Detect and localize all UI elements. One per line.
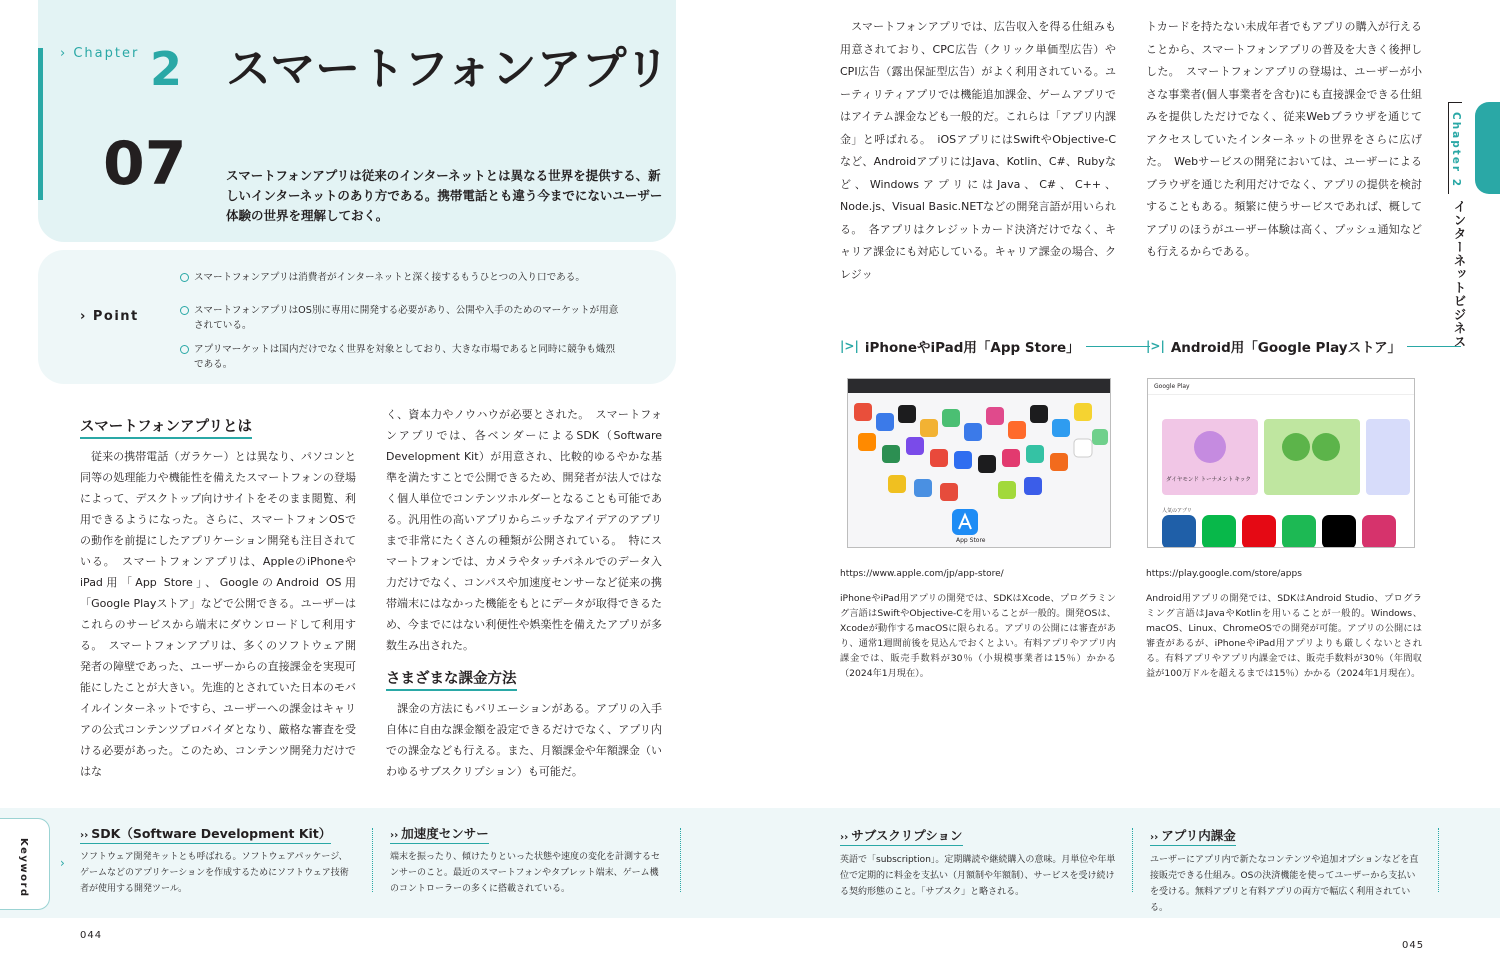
popular-apps-label: 人気のアプリ (1162, 508, 1192, 514)
body-column: トカードを持たない未成年者でもアプリの購入が行えることから、スマートフォンアプリの普及を大きく後押しした。 スマートフォンアプリの登場は、ユーザーが小さな事業者(個人事業者を含む)にも直接課金できる仕組みを提供しただけでなく、従来Webブラウザを通じてアクセスしていたインターネットの世界をさらに広げた。 Webサービスの開発においては、ユーザーによるブラウザを通じた利用だけでなく、アプリの提供を検討することもある。頻繁に使うサービスであれば、概してアプリのほうがユーザー体験は高く、プッシュ通知なども行えるからである。 (1146, 20, 1422, 258)
keyword-marker-icon: ›› (80, 830, 89, 841)
title-rule (1086, 346, 1150, 347)
point-label: › Point (80, 309, 139, 324)
figure-caption: Android用アプリの開発では、SDKはAndroid Studio、プログラミング言語はJavaやKotlinを用いることが一般的。Windows、macOS、Linux、ChromeOSでの開発が可能。アプリの公開には審査があるが、iPhoneやiPad用アプリよりも厳しくないとされる。有料アプリやアプリ内課金では、販売手数料が30％（年間収益が100万ドルを超えるまでは15％）かかる（2024年1月現在）。 (1146, 593, 1422, 679)
keyword-title (390, 824, 489, 844)
body-column: 従来の携帯電話（ガラケー）とは異なり、パソコンと同等の処理能力や機能性を備えたスマートフォンの登場によって、デスクトップ向けサイトをそのまま閲覧、利用できるようになった。さらに、スマートフォンOSでの動作を前提にしたアプリケーション開発も注目されている。 スマートフォンアプリは、AppleのiPhoneやiPad用「App Store」、GoogleのAndroid OS用「Google Playストア」などで公開できる。ユーザーはこれらのサービスから端末にダウンロードして利用する。 スマートフォンアプリは、多くのソフトウェア開発者の障壁であった、ユーザーからの直接課金を実現可能にしたことが大きい。先進的とされていた日本のモバイルインターネットですら、ユーザーへの課金はキャリアの公式コンテンツプロバイダとなり、厳格な審査を受ける必要があった。このため、コンテンツ開発力だけではな (80, 450, 356, 778)
keyword-marker-icon: ›› (390, 830, 399, 841)
body-column: 課金の方法にもバリエーションがある。アプリの入手自体に自由な課金額を設定できるだけでなく、アプリ内での課金なども行える。また、月額課金や年額課金（いわゆるサブスクリプション）も可能だ。 (386, 702, 662, 778)
featured-card-label: ダイヤモンド トーナメント キック (1166, 477, 1251, 483)
play-store-illustration (1148, 395, 1415, 548)
figure-url[interactable]: https://play.google.com/store/apps (1146, 569, 1302, 579)
figure-caption: iPhoneやiPad用アプリの開発では、SDKはXcode、プログラミング言語はSwiftやObjective-Cを用いることが一般的。開発OSは、Xcodeが動作するmacOSに限られる。アプリの公開には審査があり、通常1週間前後を見込んでおくとよい。有料アプリやアプリ内課金では、販売手数料が30％（小規模事業者は15％）かかる（2024年1月現在）。 (840, 593, 1116, 679)
browser-bar (848, 379, 1110, 393)
keyword-arrow-icon: › (60, 856, 65, 870)
figure-url[interactable]: https://www.apple.com/jp/app-store/ (840, 569, 1004, 579)
keyword-title-text: アプリ内課金 (1161, 828, 1236, 843)
keyword-title-text: 加速度センサー (401, 826, 489, 841)
chapter-label: › Chapter (60, 46, 140, 61)
figure-title-text: iPhoneやiPad用「App Store」 (864, 340, 1080, 356)
point-item: アプリマーケットは国内だけでなく世界を対象としており、大きな市場であると同時に競争も熾烈である。 (180, 342, 620, 372)
keyword-text: ソフトウェア開発キットとも呼ばれる。ソフトウェアパッケージ、ゲームなどのアプリケーションを作成するためにソフトウェア技術者が使用する開発ツール。 (80, 852, 349, 894)
side-chapter-label: Chapter 2 (1450, 112, 1462, 189)
keyword-title (80, 824, 331, 844)
point-item: スマートフォンアプリはOS別に専用に開発する必要があり、公開や入手のためのマーケットが用意されている。 (180, 303, 620, 333)
keyword-text: 英語で「subscription」。定期購読や継続購入の意味。月単位や年単位で定期的に料金を支払い（月額制や年額制）、サービスを受け続ける契約形態のこと。「サブスク」と略される。 (840, 855, 1116, 897)
play-mark-icon: |>| (840, 339, 859, 353)
section-heading: さまざまな課金方法 (386, 667, 517, 691)
page-number-right: 045 (1402, 940, 1425, 951)
app-store-label: App Store (956, 537, 986, 544)
keyword-title-text: サブスクリプション (851, 828, 963, 843)
page-number-left: 044 (80, 930, 103, 941)
keyword-marker-icon: ›› (840, 832, 849, 843)
keyword-title-text: SDK（Software Development Kit） (91, 826, 332, 841)
body-column: スマートフォンアプリでは、広告収入を得る仕組みも用意されており、CPC広告（クリック単価型広告）やCPI広告（露出保証型広告）がよく利用されている。ユーティリティアプリでは機能追加課金、ゲームアプリではアイテム課金なども一般的だ。これらは「アプリ内課金」と呼ばれる。 iOSアプリにはSwiftやObjective-Cなど、AndroidアプリにはJava、Kotlin、C#、Rubyなど、WindowsアプリにはJava、C#、C++、Node.js、Visual Basic.NETなどの開発言語が用いられる。 各アプリはクレジットカード決済だけでなく、キャリア課金にも対応している。キャリア課金の場合、クレジッ (840, 20, 1116, 281)
figure-title (1146, 336, 1461, 356)
app-store-screenshot (847, 378, 1111, 548)
keyword-text: ユーザーにアプリ内で新たなコンテンツや追加オプションなどを直接販売できる仕組み。OSの決済機能を使ってユーザーから支払いを受ける。無料アプリと有料アプリの両方で幅広く利用されている。 (1150, 855, 1419, 913)
keyword-label: Keyword (18, 838, 29, 898)
chapter-side-tab (1475, 102, 1500, 194)
page-title: スマートフォンアプリ (226, 42, 670, 95)
keyword-divider (1132, 828, 1133, 892)
keyword-divider (680, 828, 681, 892)
point-item: スマートフォンアプリは消費者がインターネットと深く接するもうひとつの入り口である。 (180, 270, 620, 285)
keyword-divider (372, 828, 373, 892)
app-icons-illustration (848, 393, 1111, 548)
google-play-header: Google Play (1148, 379, 1414, 395)
keyword-text: 端末を振ったり、傾けたりといった状態や速度の変化を計測するセンサーのこと。最近のスマートフォンやタブレット端末、ゲーム機のコントローラーの多くに搭載されている。 (390, 852, 661, 894)
keyword-title (1150, 826, 1236, 846)
google-play-screenshot (1147, 378, 1415, 548)
figure-title (840, 336, 1150, 356)
body-column: く、資本力やノウハウが必要とされた。 スマートフォンアプリでは、各ベンダーによるSDK（Software Development Kit）が用意され、比較的ゆるやかな基準を満たすことで公開できるため、開発者が法人ではなく個人単位でコンテンツホルダーとなることも可能である。汎用性の高いアプリからニッチなアイデアのアプリまで非常にたくさんの種類が公開されている。 特にスマートフォンでは、カメラやタッチパネルでのデータ入力だけでなく、コンパスや加速度センサーなど従来の携帯端末にはなかった機能をもとにデータが取得できるため、今までにはない利便性や娯楽性を備えたアプリが多数生み出された。 (386, 408, 662, 652)
lead-text: スマートフォンアプリは従来のインターネットとは異なる世界を提供する、新しいインターネットのあり方である。携帯電話とも違う今までにないユーザー体験の世界を理解しておく。 (226, 168, 663, 223)
play-mark-icon: |>| (1146, 339, 1165, 353)
section-number: 07 (103, 129, 187, 199)
chapter-number: 2 (150, 42, 183, 96)
keyword-title (840, 826, 963, 846)
header-accent-bar (38, 48, 43, 200)
side-chapter-title: インターネットビジネス (1452, 200, 1467, 349)
figure-title-text: Android用「Google Playストア」 (1170, 340, 1402, 356)
keyword-marker-icon: ›› (1150, 832, 1159, 843)
keyword-divider (1438, 828, 1439, 892)
section-heading: スマートフォンアプリとは (80, 415, 252, 439)
